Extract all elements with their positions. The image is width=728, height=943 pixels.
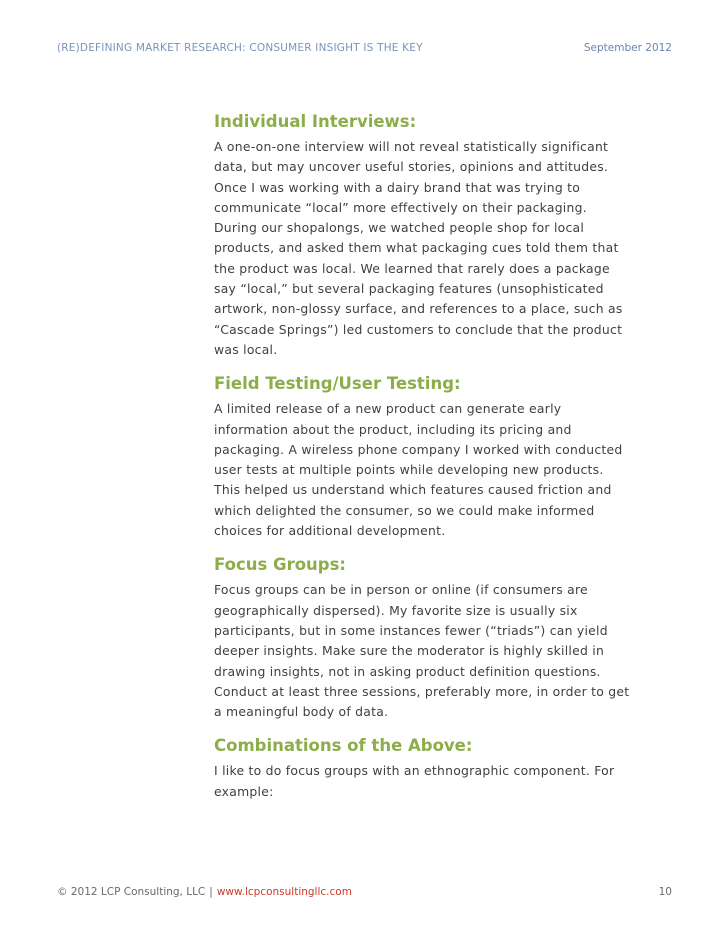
section-heading: Field Testing/User Testing: — [214, 374, 461, 394]
section-heading: Combinations of the Above: — [214, 736, 473, 756]
website-link[interactable]: www.lcpconsultingllc.com — [216, 886, 352, 898]
section-heading: Focus Groups: — [214, 555, 347, 575]
section-heading: Individual Interviews: — [214, 112, 417, 131]
section-paragraph: Focus groups can be in person or online (if consumers are geographically dispersed). My favorite size is usually six participants, but in some instances fewer (“triads”) can yield deeper insights. Make sure the moderator is highly skilled in drawing insights, not in asking product definition questions. Conduct at least three sessions, preferably more, in order to get a meaningful body of data. — [214, 582, 630, 720]
section-paragraph: A limited release of a new product can generate early information about the product, including its pricing and packaging. A wireless phone company I worked with conducted user tests at multiple points while developing new products. This helped us understand which features caused friction and which delighted the consumer, so we could make informed choices for additional development. — [214, 401, 623, 539]
section-field-testing — [214, 372, 634, 541]
page-footer — [57, 886, 352, 898]
main-content — [214, 110, 634, 814]
section-paragraph: I like to do focus groups with an ethnographic component. For example: — [214, 763, 615, 799]
footer-separator: | — [209, 886, 213, 898]
section-focus-groups — [214, 553, 634, 722]
section-individual-interviews — [214, 110, 634, 360]
page-number: 10 — [658, 886, 672, 898]
copyright-text: © 2012 LCP Consulting, LLC — [57, 886, 206, 898]
running-header-date: September 2012 — [583, 42, 672, 54]
section-paragraph: A one-on-one interview will not reveal statistically significant data, but may uncover useful stories, opinions and attitudes. Once I was working with a dairy brand that was trying to communicate “local” more effectively on their packaging. During our shopalongs, we watched people shop for local products, and asked them what packaging cues told them that the product was local. We learned that rarely does a package say “local,” but several packaging features (unsophisticated artwork, non-glossy surface, and references to a place, such as “Cascade Springs”) led customers to conclude that the product was local. — [214, 139, 623, 357]
running-header-title: (RE)DEFINING MARKET RESEARCH: CONSUMER INSIGHT IS THE KEY — [57, 42, 423, 54]
section-combinations — [214, 734, 634, 802]
